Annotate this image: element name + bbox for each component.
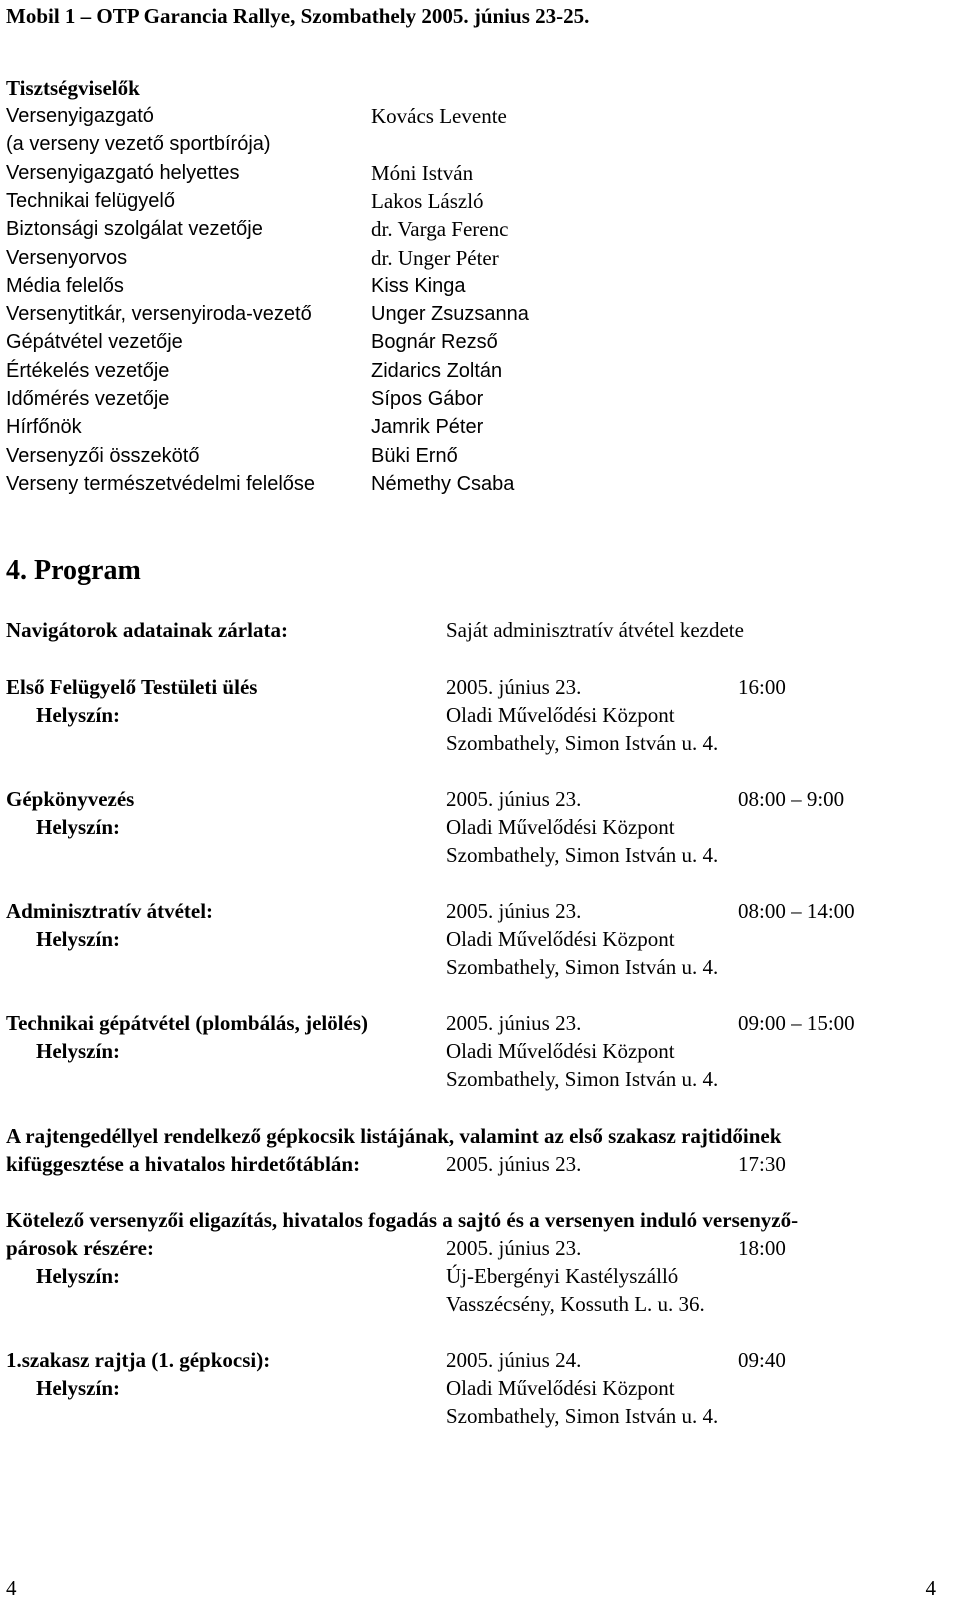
official-role: Biztonsági szolgálat vezetője xyxy=(6,218,263,240)
official-role: Értékelés vezetője xyxy=(6,360,170,382)
notice-date: 2005. június 23. xyxy=(446,1152,582,1176)
document-title: Mobil 1 – OTP Garancia Rallye, Szombathely 2005. június 23-25. xyxy=(6,4,590,28)
official-role: Versenyorvos xyxy=(6,247,128,269)
official-role: Gépátvétel vezetője xyxy=(6,331,183,353)
event-date: 2005. június 23. xyxy=(446,1011,582,1035)
notice-line2: kifüggesztése a hivatalos hirdetőtáblán: xyxy=(6,1152,361,1176)
official-name: Zidarics Zoltán xyxy=(371,360,503,382)
official-name: Jamrik Péter xyxy=(371,416,484,438)
event-date: 2005. június 23. xyxy=(446,675,582,699)
official-role: Versenyigazgató xyxy=(6,105,154,127)
location-line1: Új-Ebergényi Kastélyszálló xyxy=(446,1264,679,1288)
navigators-value: Saját adminisztratív átvétel kezdete xyxy=(446,618,744,642)
location-line2: Szombathely, Simon István u. 4. xyxy=(446,1404,719,1428)
stage1-date: 2005. június 24. xyxy=(446,1348,582,1372)
official-role: Verseny természetvédelmi felelőse xyxy=(6,473,316,495)
location-line2: Szombathely, Simon István u. 4. xyxy=(446,955,719,979)
location-label: Helyszín: xyxy=(36,927,120,951)
page-number-left: 4 xyxy=(6,1576,17,1600)
official-role: Versenyzői összekötő xyxy=(6,445,200,467)
official-role: Hírfőnök xyxy=(6,416,82,438)
location-line1: Oladi Művelődési Központ xyxy=(446,815,675,839)
official-name: dr. Varga Ferenc xyxy=(371,217,509,241)
briefing-line1: Kötelező versenyzői eligazítás, hivatalos fogadás a sajtó és a versenyen induló versenyző- xyxy=(6,1208,799,1232)
location-line1: Oladi Művelődési Központ xyxy=(446,927,675,951)
official-role: Média felelős xyxy=(6,275,124,297)
official-name: Bognár Rezső xyxy=(371,331,498,353)
official-name: Unger Zsuzsanna xyxy=(371,303,529,325)
navigators-label: Navigátorok adatainak zárlata: xyxy=(6,618,288,642)
location-line2: Szombathely, Simon István u. 4. xyxy=(446,1067,719,1091)
official-name: Büki Ernő xyxy=(371,445,458,467)
official-name: dr. Unger Péter xyxy=(371,246,499,270)
location-line2: Szombathely, Simon István u. 4. xyxy=(446,731,719,755)
location-line2: Szombathely, Simon István u. 4. xyxy=(446,843,719,867)
stage1-time: 09:40 xyxy=(738,1348,786,1372)
event-label: Adminisztratív átvétel: xyxy=(6,899,214,923)
event-time: 16:00 xyxy=(738,675,786,699)
location-line1: Oladi Művelődési Központ xyxy=(446,1039,675,1063)
location-label: Helyszín: xyxy=(36,1039,120,1063)
official-name: Sípos Gábor xyxy=(371,388,484,410)
location-label: Helyszín: xyxy=(36,1264,120,1288)
notice-line1: A rajtengedéllyel rendelkező gépkocsik listájának, valamint az első szakasz rajtidőinek xyxy=(6,1124,782,1148)
briefing-time: 18:00 xyxy=(738,1236,786,1260)
event-date: 2005. június 23. xyxy=(446,787,582,811)
official-role: Versenytitkár, versenyiroda-vezető xyxy=(6,303,312,325)
location-line2: Vasszécsény, Kossuth L. u. 36. xyxy=(446,1292,705,1316)
program-title: 4. Program xyxy=(6,555,141,586)
event-label: Gépkönyvezés xyxy=(6,787,135,811)
page-number-right: 4 xyxy=(925,1576,936,1600)
official-role: Technikai felügyelő xyxy=(6,190,175,212)
location-line1: Oladi Művelődési Központ xyxy=(446,703,675,727)
official-name: Némethy Csaba xyxy=(371,473,515,495)
event-time: 09:00 – 15:00 xyxy=(738,1011,855,1035)
official-name: Móni István xyxy=(371,161,474,185)
official-role: (a verseny vezető sportbírója) xyxy=(6,133,271,155)
location-label: Helyszín: xyxy=(36,703,120,727)
officials-heading: Tisztségviselők xyxy=(6,76,140,100)
event-date: 2005. június 23. xyxy=(446,899,582,923)
location-label: Helyszín: xyxy=(36,1376,120,1400)
official-name: Kovács Levente xyxy=(371,104,507,128)
official-name: Kiss Kinga xyxy=(371,275,466,297)
location-line1: Oladi Művelődési Központ xyxy=(446,1376,675,1400)
official-name: Lakos László xyxy=(371,189,484,213)
official-role: Időmérés vezetője xyxy=(6,388,170,410)
location-label: Helyszín: xyxy=(36,815,120,839)
briefing-date: 2005. június 23. xyxy=(446,1236,582,1260)
stage1-label: 1.szakasz rajtja (1. gépkocsi): xyxy=(6,1348,271,1372)
official-role: Versenyigazgató helyettes xyxy=(6,162,240,184)
event-time: 08:00 – 14:00 xyxy=(738,899,855,923)
notice-time: 17:30 xyxy=(738,1152,786,1176)
event-label: Technikai gépátvétel (plombálás, jelölés) xyxy=(6,1011,369,1035)
event-label: Első Felügyelő Testületi ülés xyxy=(6,675,258,699)
event-time: 08:00 – 9:00 xyxy=(738,787,845,811)
briefing-line2: párosok részére: xyxy=(6,1236,154,1260)
